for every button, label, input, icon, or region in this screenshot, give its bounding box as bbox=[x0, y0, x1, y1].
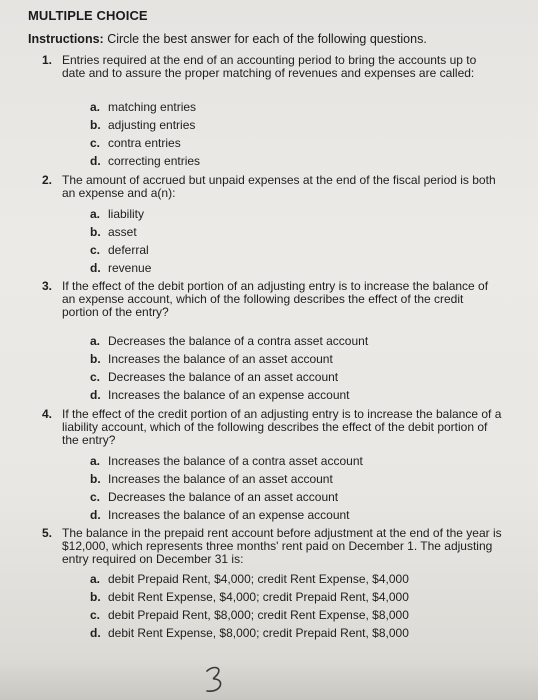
page-shadow bbox=[0, 660, 538, 700]
answer-option-1c[interactable]: c. contra entries bbox=[90, 136, 181, 150]
question-number: 1. bbox=[42, 53, 53, 67]
answer-option-2d[interactable]: d. revenue bbox=[90, 261, 152, 275]
answer-option-4b[interactable]: b. Increases the balance of an asset account bbox=[90, 472, 333, 486]
question-text: If the effect of the credit portion of an adjusting entry is to increase the balance of a liability account, which of the following describes the effect of the debit portion of the entry? bbox=[62, 407, 502, 447]
answer-option-2a[interactable]: a. liability bbox=[90, 207, 145, 221]
answer-option-4a[interactable]: a. Increases the balance of a contra asset account bbox=[90, 454, 363, 468]
answer-option-3a[interactable]: a. Decreases the balance of a contra asset account bbox=[90, 334, 369, 348]
answer-option-4d[interactable]: d. Increases the balance of an expense account bbox=[90, 508, 350, 522]
answer-option-5b[interactable]: b. debit Rent Expense, $4,000; credit Prepaid Rent, $4,000 bbox=[90, 590, 409, 604]
answer-option-5d[interactable]: d. debit Rent Expense, $8,000; credit Prepaid Rent, $8,000 bbox=[90, 626, 409, 640]
question-text: The amount of accrued but unpaid expenses at the end of the fiscal period is both an expense and a(n): bbox=[62, 173, 496, 200]
instructions-label: Instructions: bbox=[28, 32, 104, 46]
answer-option-3c[interactable]: c. Decreases the balance of an asset account bbox=[90, 370, 339, 384]
answer-option-3d[interactable]: d. Increases the balance of an expense account bbox=[90, 388, 350, 402]
question-number: 5. bbox=[42, 526, 53, 540]
answer-option-2b[interactable]: b. asset bbox=[90, 225, 137, 239]
instructions-line bbox=[28, 32, 427, 46]
answer-option-4c[interactable]: c. Decreases the balance of an asset account bbox=[90, 490, 339, 504]
question-text: The balance in the prepaid rent account before adjustment at the end of the year is $12,000, which represents three months' rent paid on December 1. The adjusting entry required on December 31 is: bbox=[62, 526, 502, 566]
answer-option-1a[interactable]: a. matching entries bbox=[90, 100, 197, 114]
question-1 bbox=[42, 53, 502, 168]
question-number: 4. bbox=[42, 407, 53, 421]
question-text: Entries required at the end of an accounting period to bring the accounts up to date and to assure the proper matching of revenues and expenses are called: bbox=[62, 53, 477, 80]
question-2 bbox=[42, 173, 502, 275]
question-5 bbox=[42, 526, 502, 640]
answer-option-3b[interactable]: b. Increases the balance of an asset account bbox=[90, 352, 333, 366]
answer-option-5a[interactable]: a. debit Prepaid Rent, $4,000; credit Rent Expense, $4,000 bbox=[90, 572, 409, 586]
question-3 bbox=[42, 279, 502, 402]
answer-option-5c[interactable]: c. debit Prepaid Rent, $8,000; credit Rent Expense, $8,000 bbox=[90, 608, 409, 622]
section-heading: MULTIPLE CHOICE bbox=[28, 8, 148, 23]
answer-option-2c[interactable]: c. deferral bbox=[90, 243, 149, 257]
answer-option-1d[interactable]: d. correcting entries bbox=[90, 154, 201, 168]
question-number: 3. bbox=[42, 279, 53, 293]
instructions-text: Circle the best answer for each of the following questions. bbox=[107, 32, 427, 46]
answer-option-1b[interactable]: b. adjusting entries bbox=[90, 118, 196, 132]
question-4 bbox=[42, 407, 502, 522]
question-number: 2. bbox=[42, 173, 53, 187]
question-text: If the effect of the debit portion of an adjusting entry is to increase the balance of an expense account, which of the following describes the effect of the credit portion of the entry? bbox=[62, 279, 489, 319]
